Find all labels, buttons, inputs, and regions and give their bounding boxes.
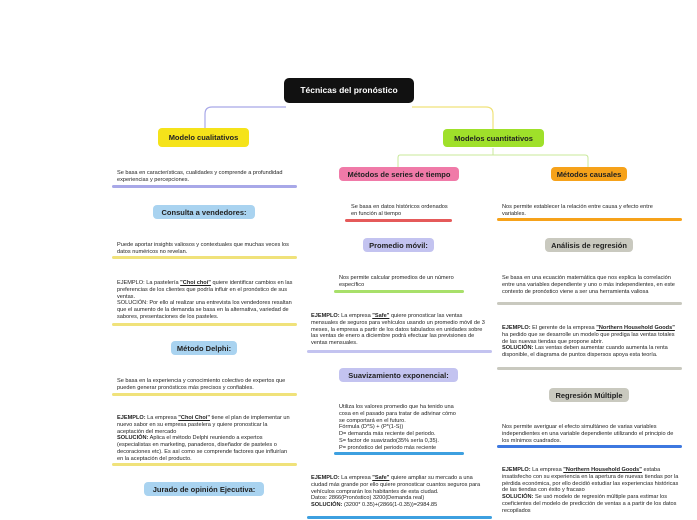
regression-example: EJEMPLO: El gerente de la empresa "Northern Household Goods" ha pedido que se desarrolle un modelo que prediga las ventas totales de las nuevas tiendas que propone abrir. SOLUCIÓN: Las ventas deben aumentar cuando aumenta la renta disponible, el diagrama de puntos dispersos apoya esta teoría. <box>502 325 675 359</box>
vendors-label: Consulta a vendedores: <box>161 208 247 217</box>
delphi-desc: Se basa en la experiencia y conocimiento colectivo de expertos que pueden generar pronósticos más precisos y confiables. <box>117 378 286 391</box>
exp-smoothing-underline <box>334 452 464 455</box>
vendors-example: EJEMPLO: La pastelería "Choi choi" quiere identificar cambios en las preferencias de los clientes que podría influir en el pronóstico de sus ventas. SOLUCIÓN: Por ello al realizar una entrevista los vendedores resaltan que el aumento de la demanda se basa en la alternativa, variedad de sabores, presentaciones de los pasteles. <box>117 280 293 321</box>
qualitative-underline <box>112 185 297 188</box>
moving-average-example: EJEMPLO: La empresa "Safe" quiere pronosticar las ventas mensuales de seguros para vehículos usando un promedio móvil de 3 meses, la empresa a partir de los datos tabulados en unidades sobre las ventas de enero a diciembre podrá efectuar las previsiones de ventas mensuales. <box>311 313 485 347</box>
vendors-desc-underline <box>112 256 297 259</box>
causal-underline <box>497 218 682 221</box>
quantitative-models-node[interactable] <box>443 129 544 147</box>
causal-methods-node[interactable] <box>551 167 627 181</box>
moving-average-label: Promedio móvil: <box>369 241 428 250</box>
vendors-example-underline <box>112 323 297 326</box>
moving-average-node[interactable] <box>363 238 434 252</box>
regression-example-underline <box>497 367 682 370</box>
delphi-node[interactable] <box>171 341 237 355</box>
qualitative-models-label: Modelo cualitativos <box>168 133 239 142</box>
root-label: Técnicas del pronóstico <box>300 85 398 95</box>
executive-jury-node[interactable] <box>144 482 264 496</box>
qualitative-desc: Se basa en características, cualidades y comprende a profundidad experiencias y percepciones. <box>117 170 283 183</box>
time-series-desc: Se basa en datos históricos ordenados en función al tiempo <box>351 204 448 217</box>
delphi-example-underline <box>112 463 297 466</box>
time-series-label: Métodos de series de tiempo <box>347 170 451 179</box>
delphi-desc-underline <box>112 393 297 396</box>
time-series-node[interactable] <box>339 167 459 181</box>
moving-average-underline <box>334 290 464 293</box>
regression-underline <box>497 302 682 305</box>
vendors-node[interactable] <box>153 205 255 219</box>
multiple-regression-desc: Nos permite averiguar el efecto simultáneo de varias variables independientes en una variable dependiente utilizando el principio de los mínimos cuadrados. <box>502 424 674 444</box>
exp-smoothing-example-underline <box>307 516 492 519</box>
exp-smoothing-label: Suavizamiento exponencial: <box>348 371 449 380</box>
moving-average-desc: Nos permite calcular promedios de un número específico <box>339 275 454 288</box>
regression-label: Análisis de regresión <box>551 241 627 250</box>
moving-average-example-underline <box>307 350 492 353</box>
executive-jury-label: Jurado de opinión Ejecutiva: <box>152 485 256 494</box>
qualitative-models-node[interactable] <box>158 128 249 147</box>
causal-methods-label: Métodos causales <box>556 170 622 179</box>
quantitative-models-label: Modelos cuantitativos <box>454 134 533 143</box>
time-series-underline <box>345 219 452 222</box>
regression-desc: Se basa en una ecuación matemática que nos explica la correlación entre una variables dependiente y uno o más independientes, en este contexto de pronóstico viene a ser una herramienta valiosa <box>502 275 675 295</box>
causal-desc: Nos permite establecer la relación entre causa y efecto entre variables. <box>502 204 653 217</box>
exp-smoothing-node[interactable] <box>339 368 458 382</box>
delphi-label: Método Delphi: <box>176 344 232 353</box>
exp-smoothing-example: EJEMPLO: La empresa "Safe" quiere ampliar su mercado a una ciudad más grande por ello quiere pronosticar cuantos seguros para vehículos comprarán los habitantes de esta ciudad. Datos: 2866(Pronóstico) 3200(Demanda real) SOLUCIÓN: (3200* 0.35)+(2866(1-0.35))=2984.85 <box>311 475 481 509</box>
multiple-regression-example: EJEMPLO: La empresa "Northern Household Goods" estaba insatisfecho con su experiencia en la apertura de nuevas tiendas por la pérdida económica, por ello decidió estudiar las experiencias históricas de las tiendas con éxito y fracaso SOLUCIÓN: Se usó modelo de regresión múltiple para estimar los coeficientes del modelo de predicción de ventas a a partir de los datos recopilados <box>502 467 679 514</box>
root-node[interactable] <box>284 78 414 103</box>
multiple-regression-label: Regresión Múltiple <box>555 391 623 400</box>
multiple-regression-underline <box>497 445 682 448</box>
vendors-desc: Puede aportar insights valiosos y contextuales que muchas veces los datos numéricos no revelan. <box>117 242 289 255</box>
delphi-example: EJEMPLO: La empresa "Choi Choi" tiene el plan de implementar un nuevo sabor en su empresa pastelera y quiere pronosticar la aceptación del mercado SOLUCIÓN: Aplica el método Delphi reuniendo a expertos (especialistas en marketing, panaderos, diseñador de pasteles o decoraciones etc). Es así como se comprende factores que influirían en la aceptación del producto. <box>117 415 290 462</box>
exp-smoothing-desc: Utiliza los valores promedio que ha tenido una cosa en el pasado para tratar de adivinar cómo se comportará en el futuro. Fórmula (D*S) + (P*(1-S)) D= demanda más reciente del periodo. S= factor de suavizado(35% sería 0,35). P= pronóstico del periodo más reciente <box>339 404 456 451</box>
regression-node[interactable] <box>545 238 633 252</box>
multiple-regression-node[interactable] <box>549 388 629 402</box>
